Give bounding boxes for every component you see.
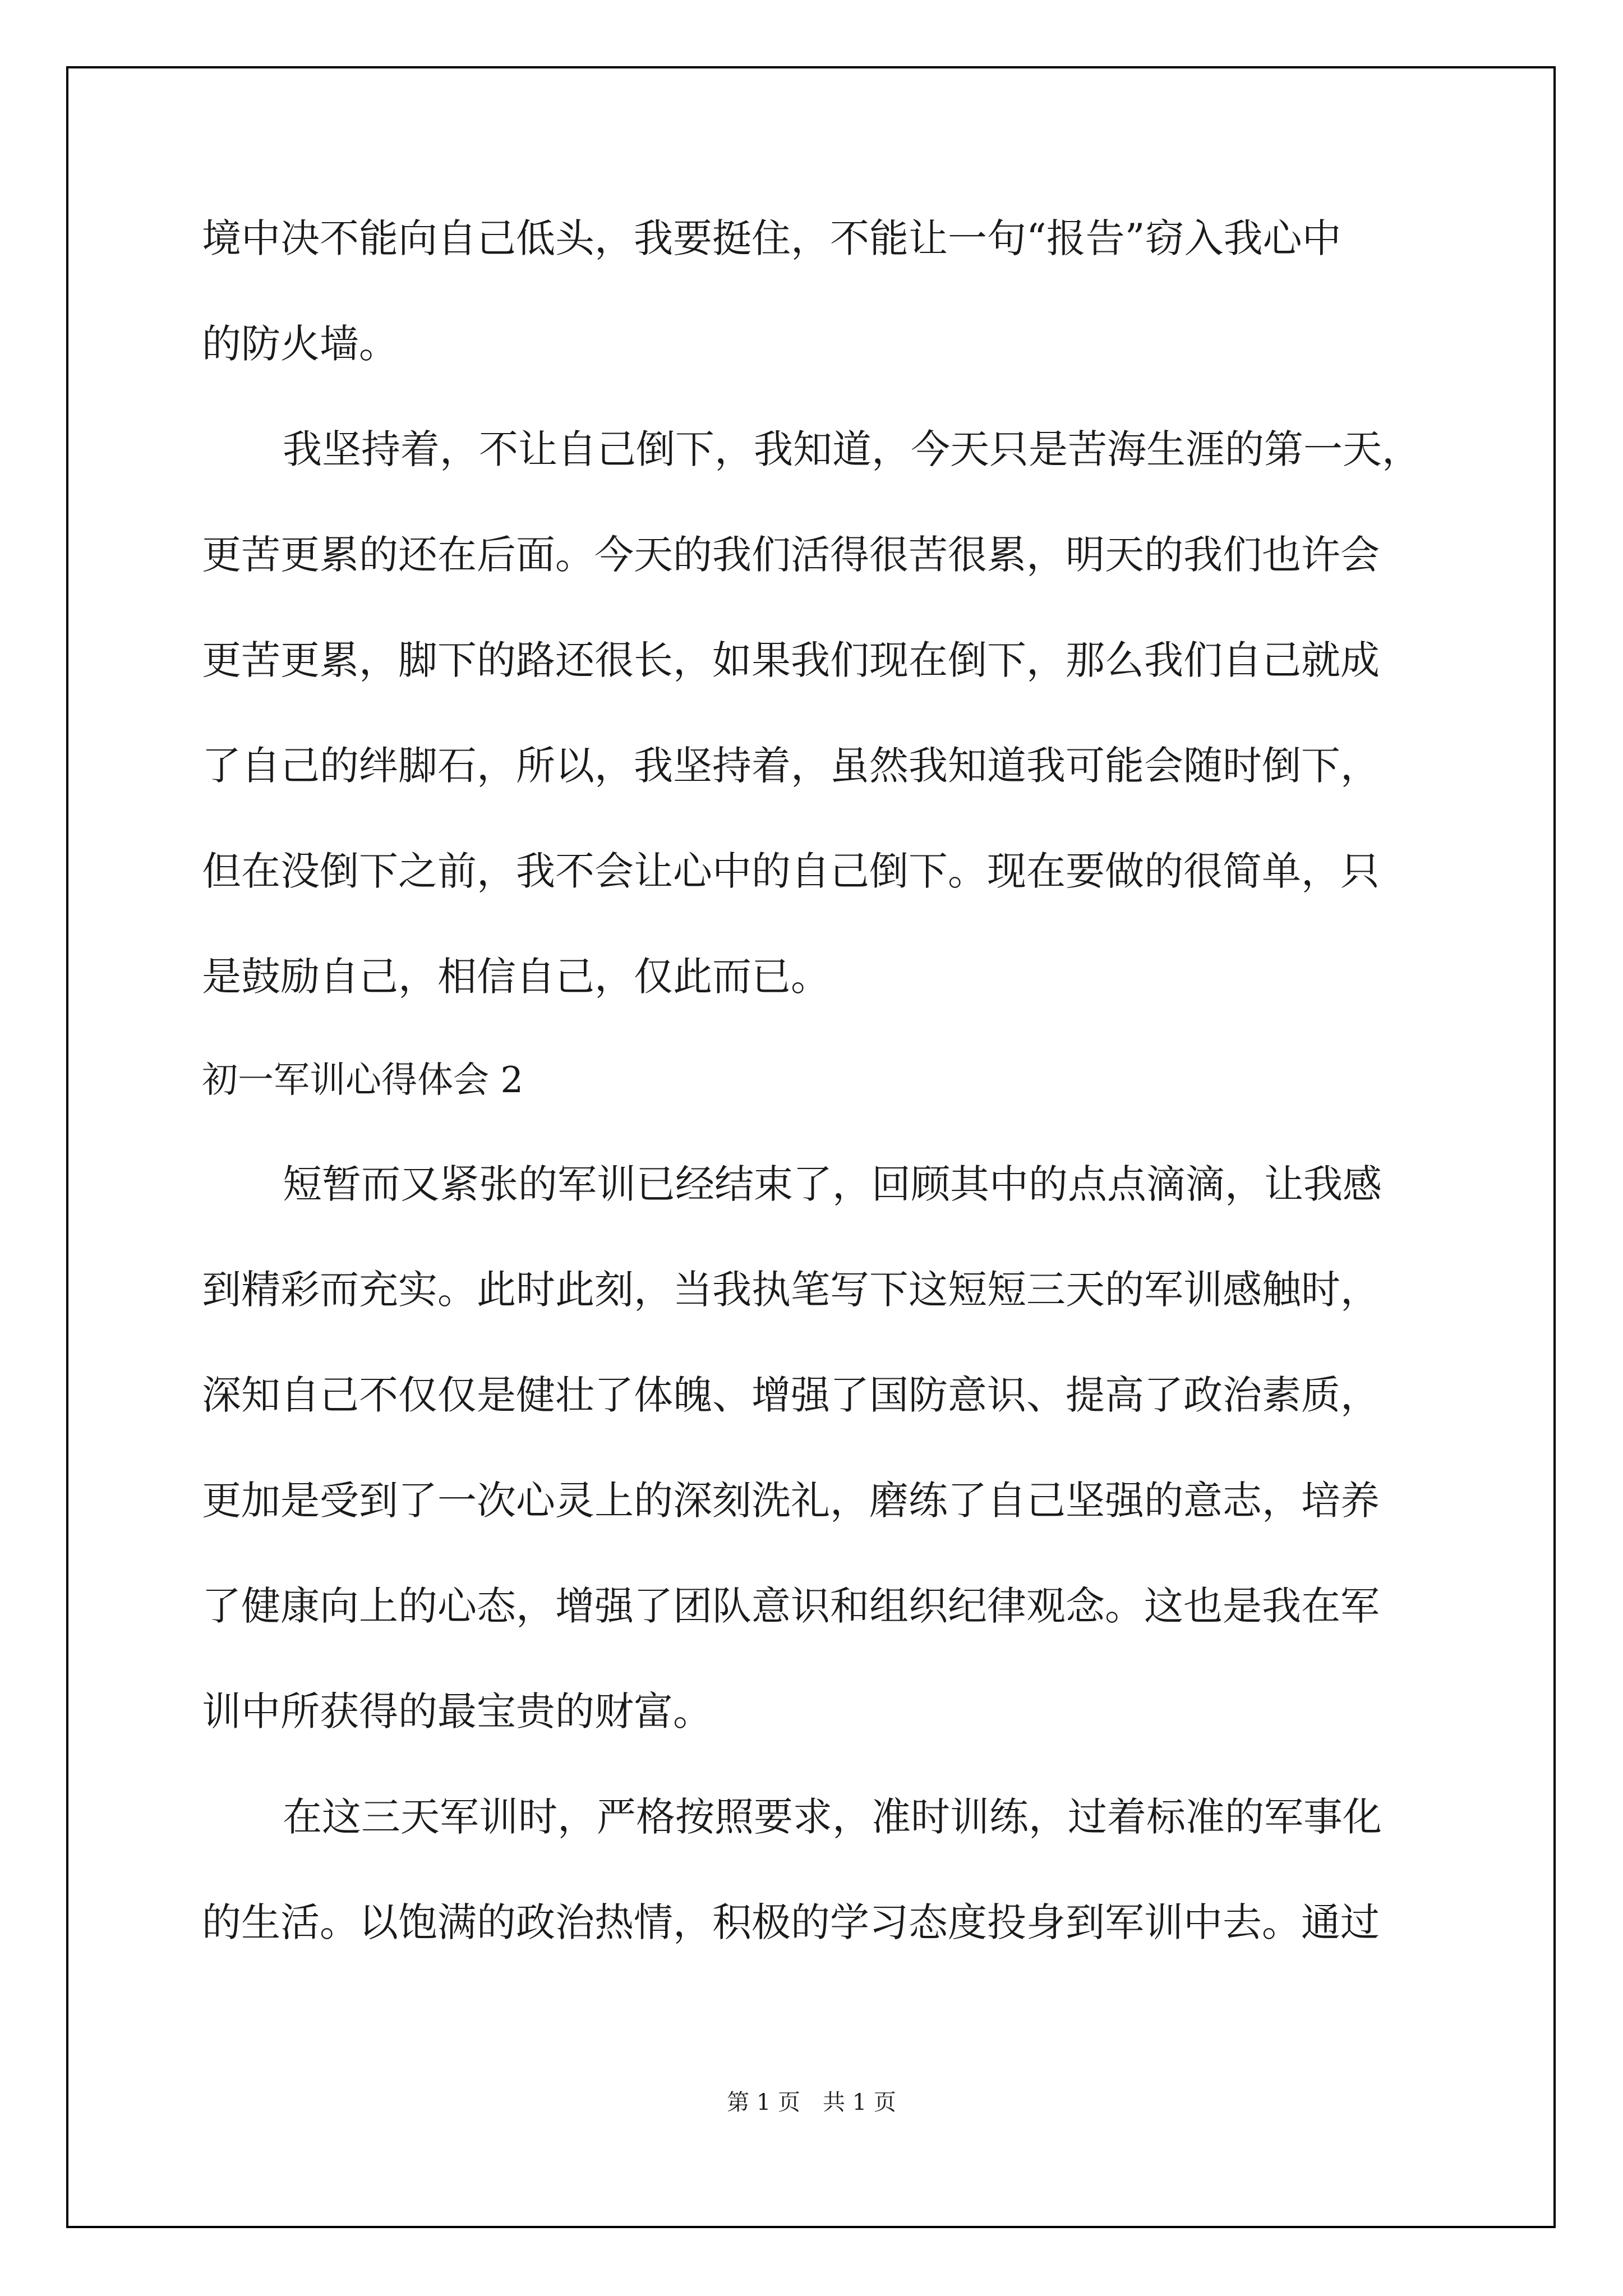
text-line: 了健康向上的心态，增强了团队意识和组织纪律观念。这也是我在军 [202,1583,1380,1629]
text-line: 更加是受到了一次心灵上的深刻洗礼，磨练了自己坚强的意志，培养 [202,1478,1380,1524]
text-line: 训中所获得的最宝贵的财富。 [202,1688,712,1734]
text-line: 境中决不能向自己低头，我要挺住，不能让一句“报告”窃入我心中 [202,215,1341,261]
page-footer: 第 1 页 共 1 页 [727,2090,896,2115]
paragraph-start-line: 我坚持着，不让自己倒下，我知道，今天只是苦海生涯的第一天， [283,426,1421,472]
section-heading: 初一军训心得体会 2 [202,1060,524,1101]
text-line: 深知自己不仅仅是健壮了体魄、增强了国防意识、提高了政治素质， [202,1372,1380,1418]
document-body [202,215,1436,2008]
paragraph-start-line: 在这三天军训时，严格按照要求，准时训练，过着标准的军事化 [283,1794,1382,1840]
text-line: 到精彩而充实。此时此刻，当我执笔写下这短短三天的军训感触时， [202,1267,1380,1313]
text-line: 更苦更累，脚下的路还很长，如果我们现在倒下，那么我们自己就成 [202,637,1380,683]
text-line: 的防火墙。 [202,321,398,367]
text-line: 了自己的绊脚石，所以，我坚持着，虽然我知道我可能会随时倒下， [202,743,1380,789]
text-line: 更苦更累的还在后面。今天的我们活得很苦很累，明天的我们也许会 [202,532,1380,578]
text-line: 是鼓励自己，相信自己，仅此而已。 [202,954,830,1000]
text-line: 但在没倒下之前，我不会让心中的自己倒下。现在要做的很简单，只 [202,848,1380,894]
text-line: 的生活。以饱满的政治热情，积极的学习态度投身到军训中去。通过 [202,1899,1380,1945]
paragraph-start-line: 短暂而又紧张的军训已经结束了，回顾其中的点点滴滴，让我感 [283,1161,1382,1207]
